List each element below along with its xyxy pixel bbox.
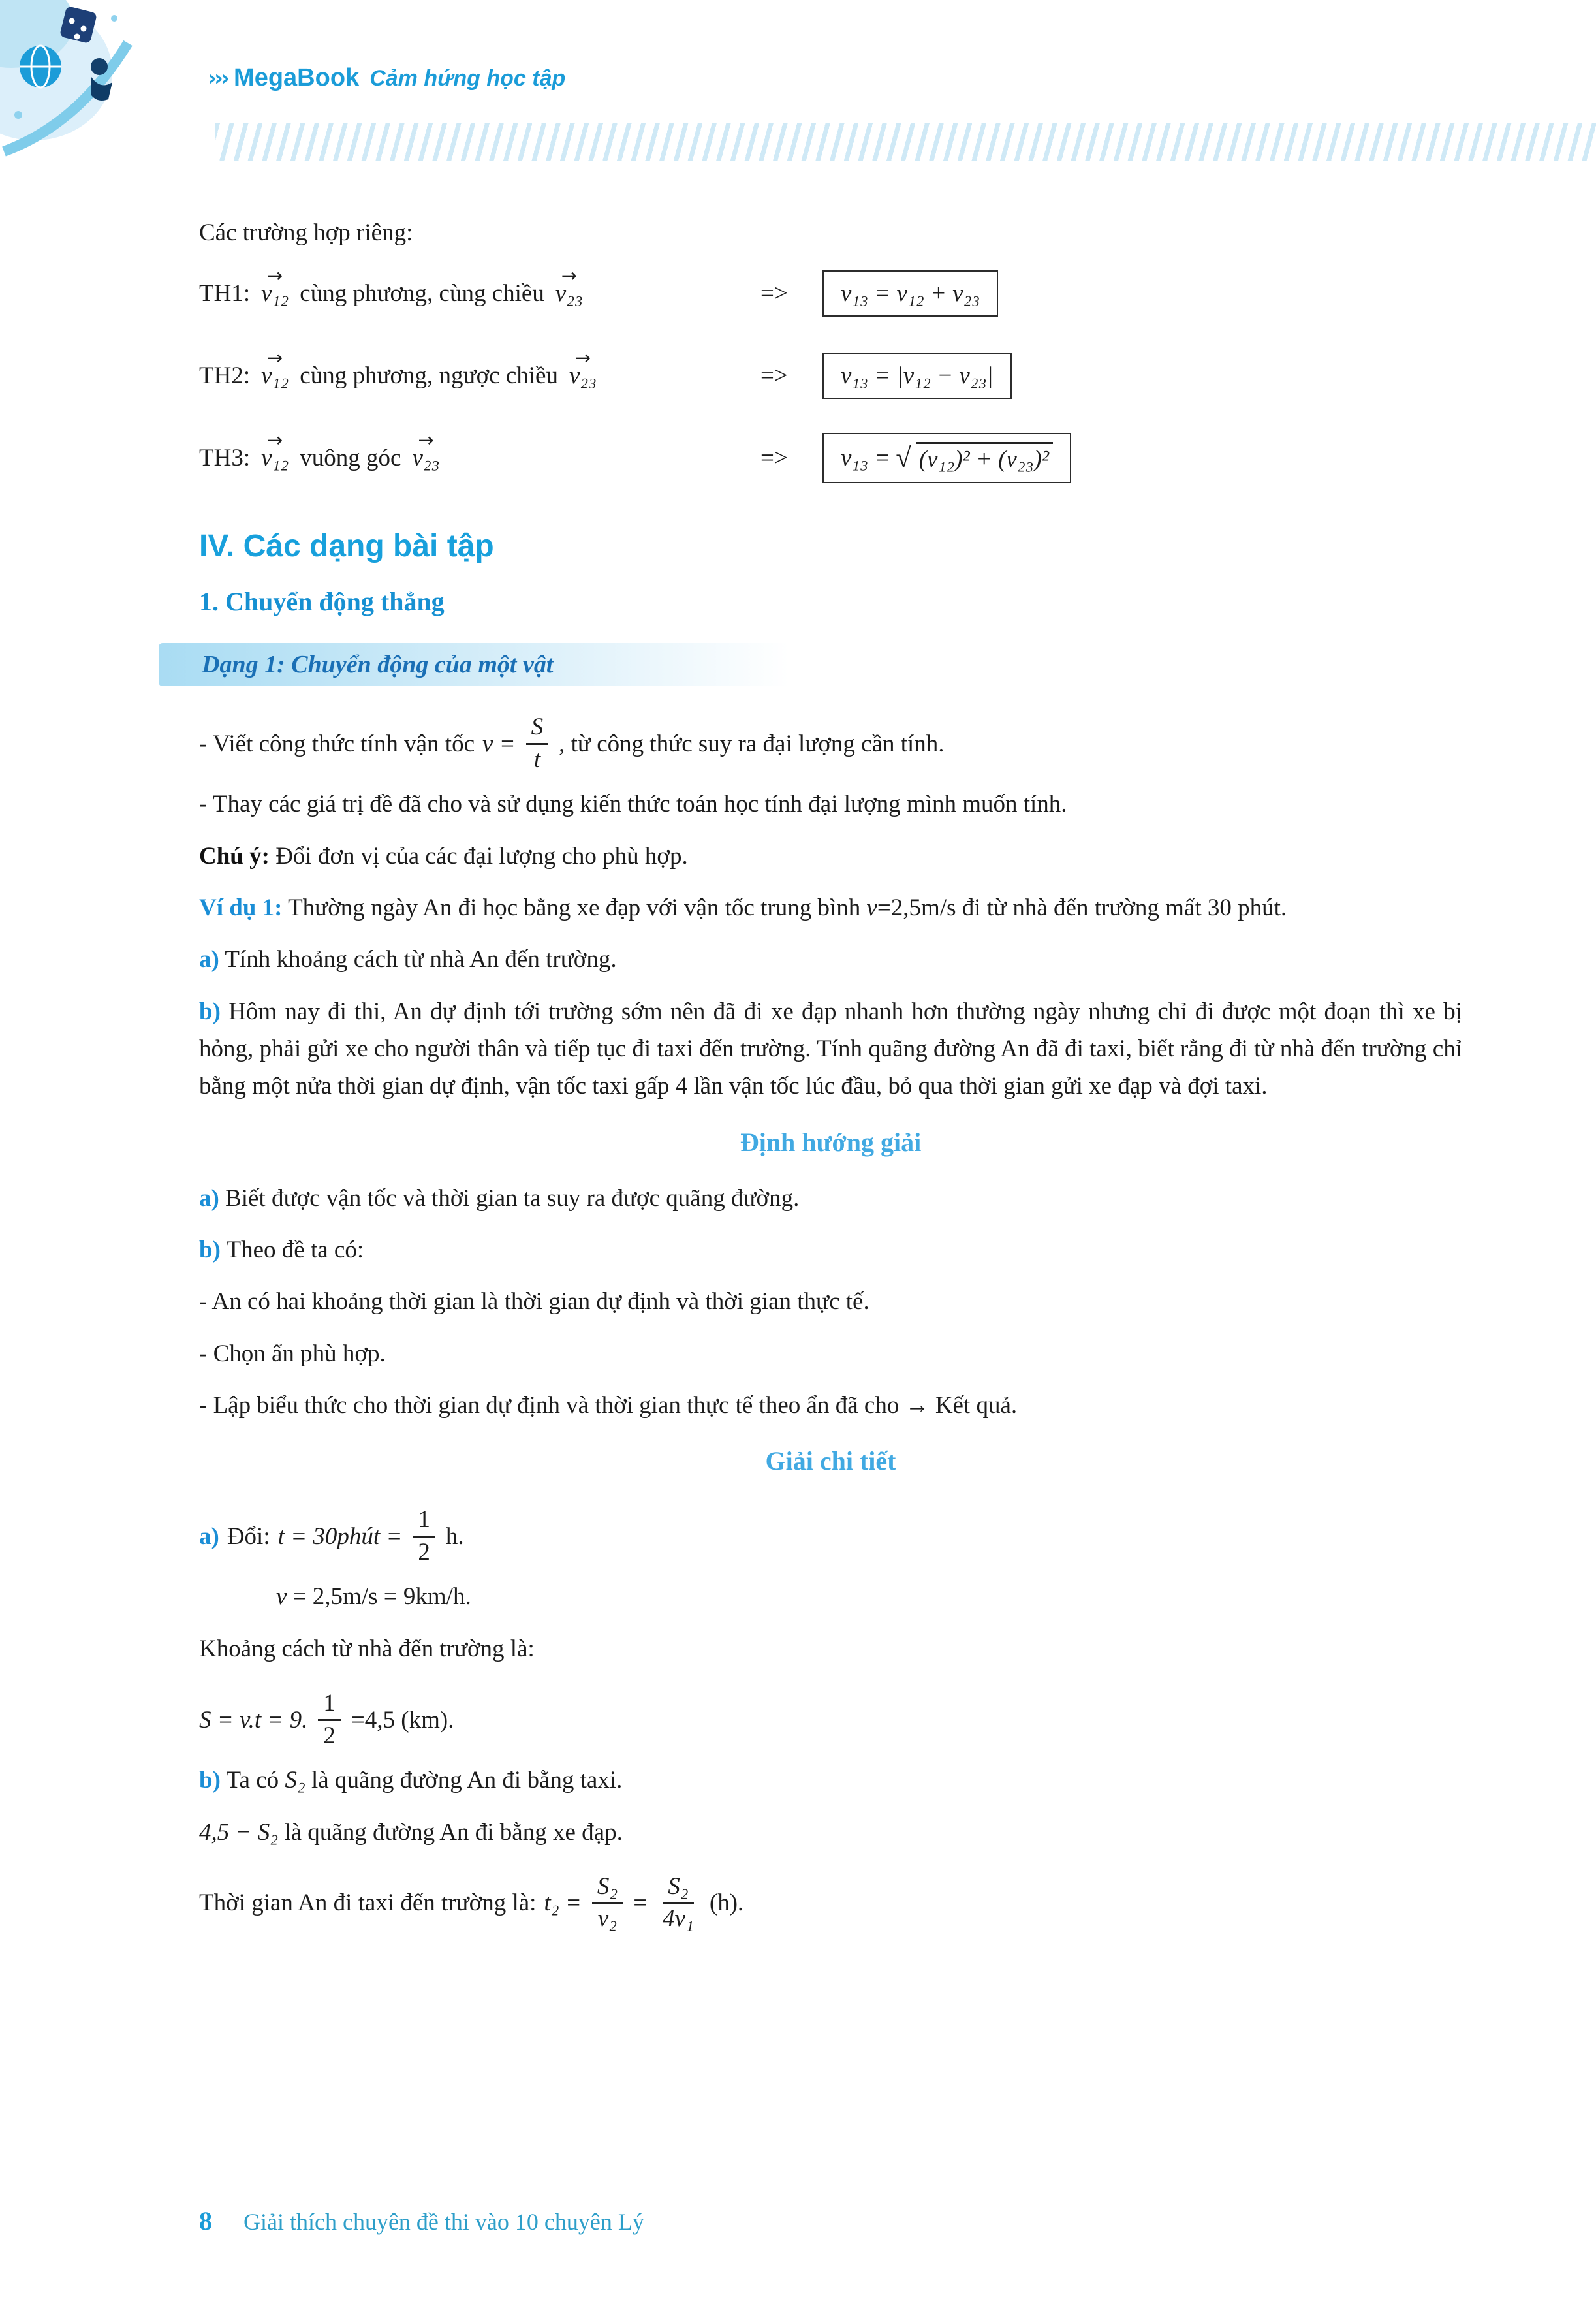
- formula: v₁₃ = v₁₂ + v₂₃: [841, 279, 980, 307]
- solution-b-text-2: là quãng đường An đi bằng taxi.: [311, 1767, 623, 1794]
- vector-v12: → v₁₂: [259, 279, 290, 308]
- fraction-numerator: S₂: [592, 1873, 623, 1904]
- case-text: vuông góc: [300, 444, 401, 471]
- question-b-text: Hôm nay đi thi, An dự định tới trường sớm nên đã đi xe đạp nhanh hơn thường ngày nhưng chỉ đi được một đoạn thì xe bị hỏng, phải gửi xe cho người thân và tiếp tục đi taxi đến trường. Tính quãng đường An đã đi taxi, biết rằng đi từ nhà đến trường chỉ bằng một nửa thời gian dự định, vận tốc taxi gấp 4 lần vận tốc lúc đầu, bỏ qua thời gian gửi xe đạp và đợi taxi.: [199, 998, 1462, 1100]
- bike-distance-expression: 4,5 − S₂: [199, 1818, 279, 1846]
- question-a-label: a): [199, 946, 219, 973]
- implies-arrow: =>: [760, 444, 788, 471]
- velocity-equation: v =: [482, 730, 516, 757]
- fraction-numerator: 1: [413, 1506, 435, 1538]
- velocity-conversion: [276, 1578, 1462, 1615]
- taxi-time-post: (h).: [709, 1889, 744, 1917]
- solution-a-pre: Đổi:: [227, 1523, 270, 1550]
- solution-line-a: [199, 1498, 1462, 1574]
- case-row-th3: [199, 425, 1462, 490]
- case-label: TH2:: [199, 362, 251, 389]
- example-statement: [199, 889, 1462, 926]
- s2-symbol: S₂: [285, 1767, 305, 1794]
- dang-1-banner: [159, 643, 789, 686]
- page-footer: [199, 2205, 644, 2236]
- question-a: [199, 941, 1462, 978]
- solution-a-post: h.: [445, 1523, 464, 1550]
- implies-arrow: =>: [760, 279, 788, 307]
- formula-box-th2: [822, 353, 1012, 399]
- distance-equation-post: =4,5 (km).: [351, 1706, 454, 1733]
- solution-b-label: b): [199, 1767, 221, 1794]
- fraction-denominator: 2: [323, 1722, 336, 1749]
- subsection-heading: 1. Chuyển động thẳng: [199, 587, 445, 617]
- solution-a-label: a): [199, 1523, 219, 1550]
- fraction-numerator: S₂: [663, 1873, 693, 1904]
- case-label: TH3:: [199, 444, 251, 471]
- page-header: [208, 64, 565, 92]
- case-desc: [199, 444, 760, 472]
- t2-equation: t₂ =: [544, 1889, 582, 1917]
- orientation-title: Định hướng giải: [740, 1127, 922, 1157]
- question-a-text: Tính khoảng cách từ nhà An đến trường.: [225, 946, 617, 973]
- time-equation: t = 30phút =: [277, 1523, 403, 1550]
- taxi-time-pre: Thời gian An đi taxi đến trường là:: [199, 1889, 537, 1917]
- radicand: (v₁₂)² + (v₂₃)²: [916, 442, 1053, 473]
- fraction-s2-over-v2: [592, 1873, 623, 1933]
- fraction-s-over-t: [526, 714, 549, 774]
- formula-box-th3: [822, 433, 1071, 483]
- brand-name: MegaBook: [234, 64, 360, 91]
- case-desc: [199, 362, 760, 390]
- decorative-hatch-band: [215, 123, 1596, 161]
- orientation-b: [199, 1231, 1462, 1269]
- fraction-one-half: [413, 1506, 435, 1566]
- case-label: TH1:: [199, 279, 251, 307]
- brand-chevrons-icon: ›››: [208, 65, 228, 91]
- fraction-denominator: t: [533, 746, 541, 773]
- formula-lhs: v₁₃ =: [841, 444, 891, 471]
- fraction-numerator: 1: [318, 1690, 341, 1721]
- corner-illustration: [0, 0, 202, 176]
- example-text-1: Thường ngày An đi học bằng xe đạp với vận tốc trung bình: [288, 894, 861, 922]
- method-line-2: - Thay các giá trị đề đã cho và sử dụng kiến thức toán học tính đại lượng mình muốn tính.: [199, 791, 1067, 818]
- vector-v23: → v₂₃: [410, 444, 441, 472]
- case-row-th1: [199, 261, 1462, 326]
- fraction-denominator: 4v₁: [663, 1905, 694, 1933]
- example-v-value: =2,5m/s: [877, 894, 956, 922]
- formula-box-th1: [822, 270, 998, 317]
- note-text: Đổi đơn vị của các đại lượng cho phù hợp.: [275, 842, 688, 870]
- footer-title: Giải thích chuyên đề thi vào 10 chuyên Lý: [243, 2209, 644, 2235]
- method-line-1-post: , từ công thức suy ra đại lượng cần tính.: [559, 730, 945, 757]
- question-b: [199, 993, 1462, 1105]
- brand-tagline: Cảm hứng học tập: [369, 66, 566, 91]
- bike-distance-line: [199, 1814, 1462, 1851]
- note-label: Chú ý:: [199, 842, 270, 870]
- content-area: [199, 214, 1462, 1945]
- special-cases-title: Các trường hợp riêng:: [199, 219, 413, 246]
- velocity-symbol: v: [276, 1583, 287, 1611]
- distance-equation-pre: S = v.t = 9.: [199, 1706, 308, 1733]
- case-desc: [199, 279, 760, 308]
- section-heading: IV. Các dạng bài tập: [199, 529, 494, 564]
- orientation-a-label: a): [199, 1184, 219, 1212]
- method-line-1-pre: - Viết công thức tính vận tốc: [199, 730, 475, 757]
- vector-v23: → v₂₃: [554, 279, 585, 308]
- vector-v12: → v₁₂: [259, 444, 290, 472]
- solution-title: Giải chi tiết: [765, 1446, 896, 1476]
- fraction-numerator: S: [526, 714, 549, 745]
- method-line-1: [199, 706, 1462, 782]
- orientation-a: [199, 1180, 1462, 1217]
- case-row-th2: [199, 343, 1462, 408]
- page-number: 8: [199, 2206, 212, 2235]
- orientation-bullet-2: - Chọn ẩn phù hợp.: [199, 1340, 386, 1367]
- distance-intro: Khoảng cách từ nhà đến trường là:: [199, 1635, 535, 1662]
- fraction-one-half: [318, 1690, 341, 1750]
- fraction-denominator: v₂: [597, 1905, 618, 1933]
- orientation-a-text: Biết được vận tốc và thời gian ta suy ra được quãng đường.: [225, 1184, 800, 1212]
- dang-1-banner-label: Dạng 1: Chuyển động của một vật: [202, 651, 554, 679]
- formula: v₁₃ = |v₁₂ − v₂₃|: [841, 362, 994, 389]
- note-line: [199, 838, 1462, 875]
- case-text: cùng phương, ngược chiều: [300, 362, 558, 389]
- orientation-bullet-3: - Lập biểu thức cho thời gian dự định và thời gian thực tế theo ẩn đã cho → Kết quả.: [199, 1392, 1018, 1419]
- solution-line-b: [199, 1761, 1462, 1799]
- vector-v23: → v₂₃: [567, 362, 599, 390]
- sqrt-sign: √: [896, 442, 911, 473]
- case-text: cùng phương, cùng chiều: [300, 279, 544, 307]
- vector-v12: → v₁₂: [259, 362, 290, 390]
- example-label: Ví dụ 1:: [199, 894, 283, 922]
- orientation-bullet-1: - An có hai khoảng thời gian là thời gian dự định và thời gian thực tế.: [199, 1288, 869, 1316]
- orientation-b-text: Theo đề ta có:: [226, 1237, 364, 1264]
- fraction-denominator: 2: [418, 1538, 430, 1566]
- equals-sign: =: [633, 1889, 648, 1917]
- solution-b-text-1: Ta có: [226, 1767, 279, 1794]
- example-v: v: [866, 894, 877, 922]
- taxi-time-line: [199, 1865, 1462, 1941]
- fraction-s2-over-4v1: [657, 1873, 699, 1933]
- example-text-2: đi từ nhà đến trường mất 30 phút.: [962, 894, 1287, 922]
- implies-arrow: =>: [760, 362, 788, 389]
- orientation-b-label: b): [199, 1237, 221, 1264]
- bike-distance-text: là quãng đường An đi bằng xe đạp.: [284, 1818, 623, 1846]
- distance-equation-line: [199, 1682, 1462, 1758]
- question-b-label: b): [199, 998, 221, 1025]
- velocity-conversion-text: = 2,5m/s = 9km/h.: [292, 1583, 471, 1611]
